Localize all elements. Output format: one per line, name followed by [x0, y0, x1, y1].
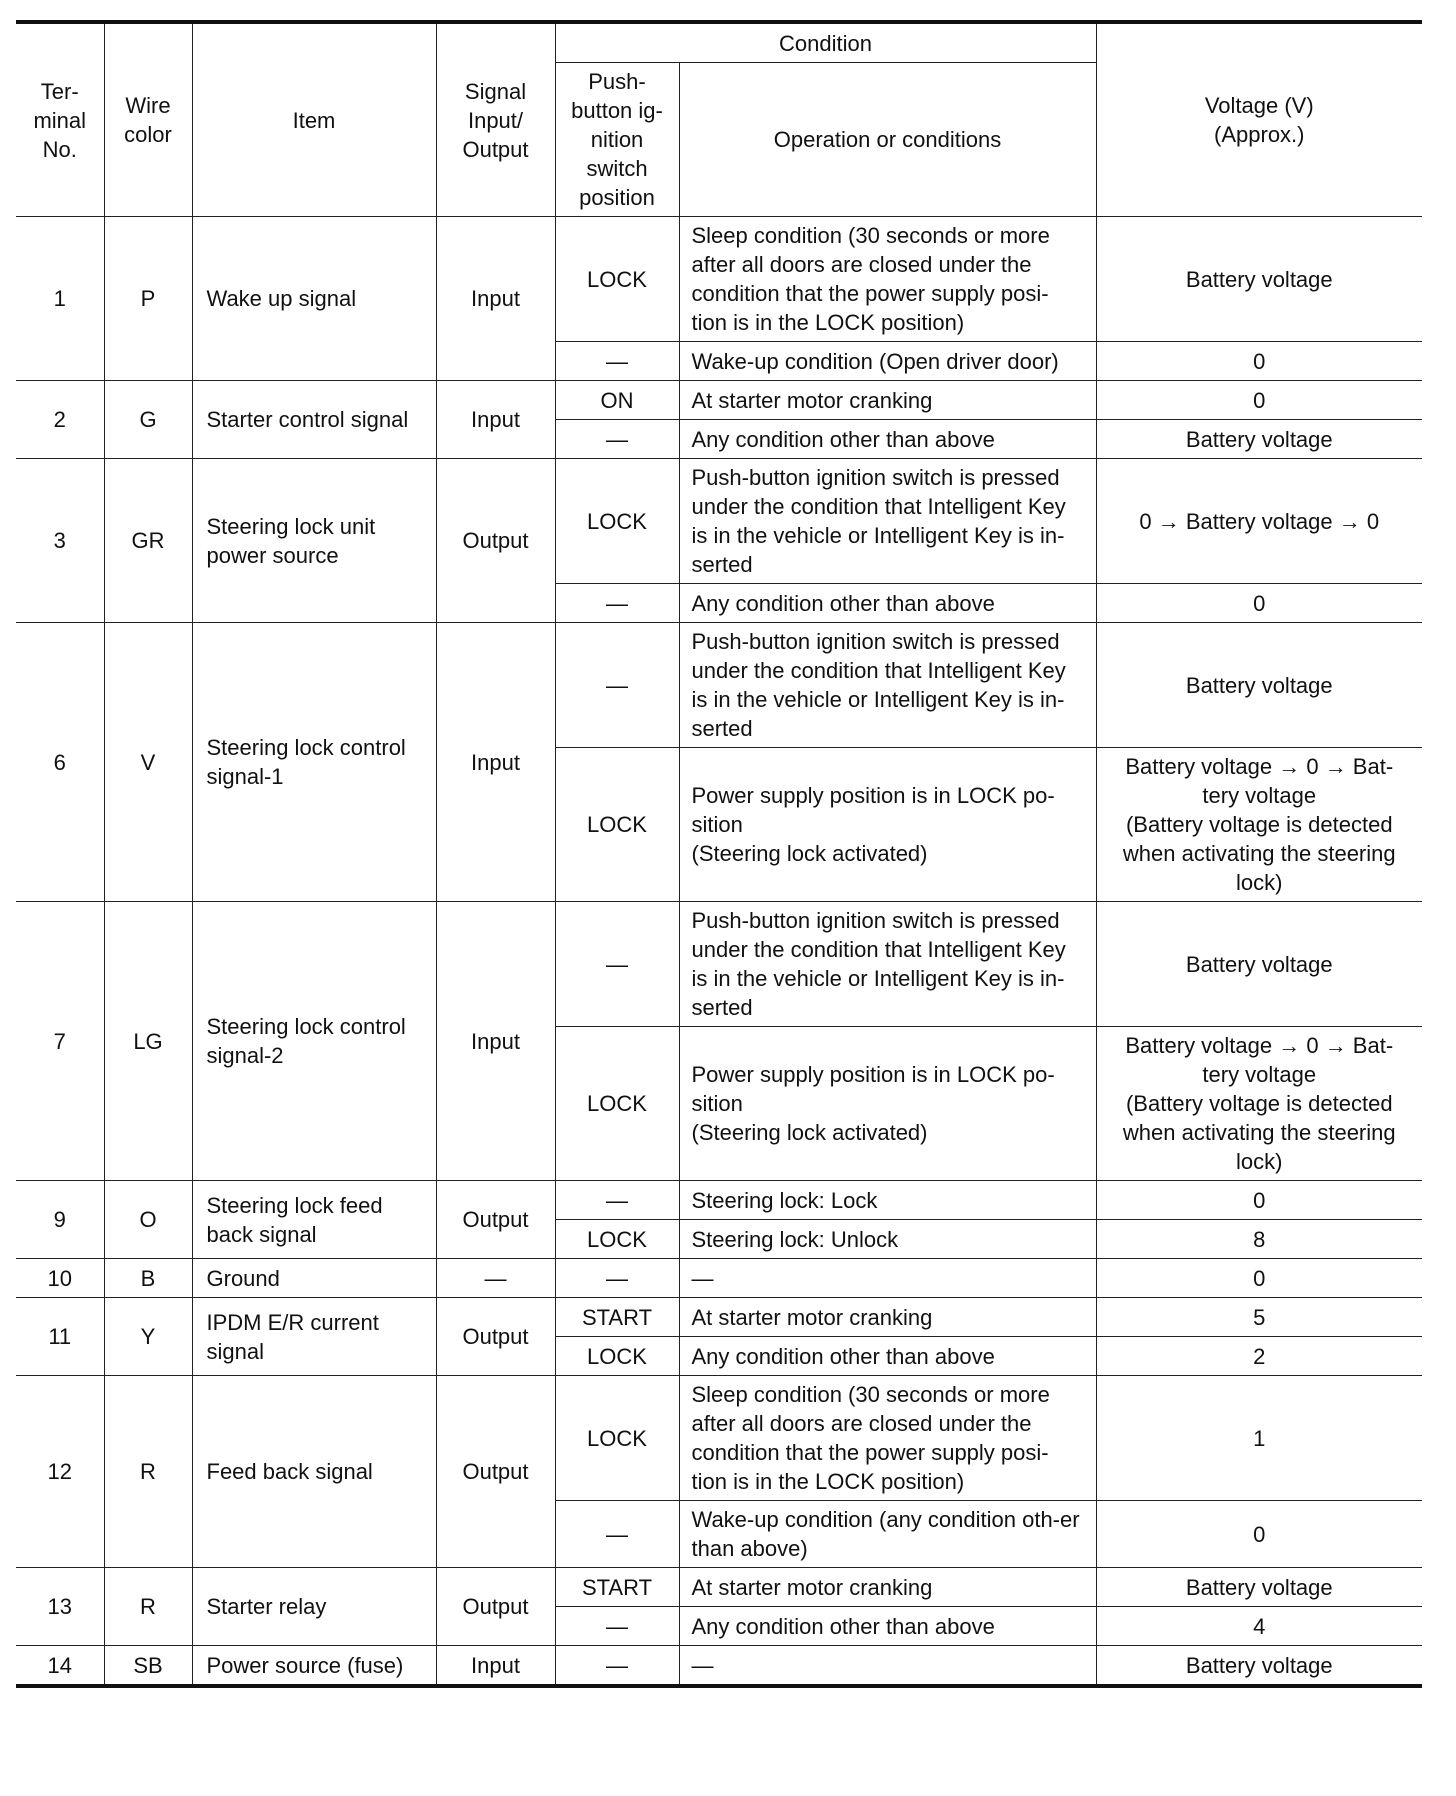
table-row: [16, 1646, 1422, 1687]
wire-color-cell: R: [104, 1376, 192, 1568]
terminal-no-cell: 12: [16, 1376, 104, 1568]
operation-cell: At starter motor cranking: [679, 1298, 1096, 1337]
voltage-cell: 0: [1096, 1181, 1422, 1220]
operation-cell: Steering lock: Unlock: [679, 1220, 1096, 1259]
signal-io-cell: Output: [436, 459, 555, 623]
terminal-no-cell: 6: [16, 623, 104, 902]
terminal-no-cell: 9: [16, 1181, 104, 1259]
header-condition: Condition: [555, 22, 1096, 63]
ignition-position-cell: —: [555, 1646, 679, 1687]
signal-io-cell: Input: [436, 1646, 555, 1687]
item-cell: Steering lock feed back signal: [192, 1181, 436, 1259]
item-cell: Wake up signal: [192, 217, 436, 381]
item-cell: IPDM E/R current signal: [192, 1298, 436, 1376]
voltage-cell: Battery voltage: [1096, 902, 1422, 1027]
operation-cell: Any condition other than above: [679, 584, 1096, 623]
wire-color-cell: R: [104, 1568, 192, 1646]
operation-cell: Push-button ignition switch is pressed under the condition that Intelligent Key is in the vehicle or Intelligent Key is in-serted: [679, 623, 1096, 748]
operation-cell: —: [679, 1259, 1096, 1298]
wire-color-cell: V: [104, 623, 192, 902]
wire-color-cell: G: [104, 381, 192, 459]
terminal-no-cell: 13: [16, 1568, 104, 1646]
operation-cell: Any condition other than above: [679, 1337, 1096, 1376]
voltage-cell: Battery voltage: [1096, 420, 1422, 459]
voltage-cell: 0: [1096, 584, 1422, 623]
signal-io-cell: Output: [436, 1376, 555, 1568]
voltage-cell: Battery voltage: [1096, 1646, 1422, 1687]
terminal-no-cell: 1: [16, 217, 104, 381]
table-row: [16, 1568, 1422, 1607]
terminal-no-cell: 3: [16, 459, 104, 623]
ignition-position-cell: LOCK: [555, 1027, 679, 1181]
voltage-cell: 4: [1096, 1607, 1422, 1646]
wire-color-cell: Y: [104, 1298, 192, 1376]
voltage-cell: 0: [1096, 1501, 1422, 1568]
header-item: Item: [192, 22, 436, 217]
operation-cell: Steering lock: Lock: [679, 1181, 1096, 1220]
voltage-cell: 0 → Battery voltage → 0: [1096, 459, 1422, 584]
ignition-position-cell: —: [555, 1181, 679, 1220]
operation-cell: Sleep condition (30 seconds or more after all doors are closed under the condition that the power supply posi-tion is in the LOCK position): [679, 1376, 1096, 1501]
ignition-position-cell: —: [555, 584, 679, 623]
table-row: [16, 902, 1422, 1027]
ignition-position-cell: —: [555, 1607, 679, 1646]
ignition-position-cell: LOCK: [555, 1376, 679, 1501]
voltage-cell: 0: [1096, 381, 1422, 420]
ignition-position-cell: START: [555, 1298, 679, 1337]
item-cell: Starter relay: [192, 1568, 436, 1646]
voltage-cell: Battery voltage: [1096, 1568, 1422, 1607]
header-push-button-position: Push- button ig- nition switch position: [555, 63, 679, 217]
item-cell: Steering lock control signal-1: [192, 623, 436, 902]
wire-color-cell: SB: [104, 1646, 192, 1687]
header-wire-color: Wire color: [104, 22, 192, 217]
table-row: [16, 1181, 1422, 1220]
signal-io-cell: Input: [436, 217, 555, 381]
signal-io-cell: Output: [436, 1181, 555, 1259]
terminal-no-cell: 11: [16, 1298, 104, 1376]
voltage-cell: 1: [1096, 1376, 1422, 1501]
voltage-cell: Battery voltage: [1096, 217, 1422, 342]
ignition-position-cell: —: [555, 1501, 679, 1568]
wire-color-cell: B: [104, 1259, 192, 1298]
table-row: [16, 623, 1422, 748]
header-row: [16, 22, 1422, 63]
header-signal-io: Signal Input/ Output: [436, 22, 555, 217]
table-body: [16, 217, 1422, 1687]
ignition-position-cell: —: [555, 1259, 679, 1298]
voltage-cell: 0: [1096, 1259, 1422, 1298]
ignition-position-cell: ON: [555, 381, 679, 420]
signal-io-cell: Input: [436, 381, 555, 459]
operation-cell: At starter motor cranking: [679, 1568, 1096, 1607]
table-row: [16, 459, 1422, 584]
operation-cell: At starter motor cranking: [679, 381, 1096, 420]
terminal-no-cell: 2: [16, 381, 104, 459]
voltage-cell: 2: [1096, 1337, 1422, 1376]
operation-cell: Any condition other than above: [679, 420, 1096, 459]
signal-io-cell: Input: [436, 902, 555, 1181]
wire-color-cell: LG: [104, 902, 192, 1181]
ignition-position-cell: —: [555, 623, 679, 748]
operation-cell: Power supply position is in LOCK po-sition (Steering lock activated): [679, 748, 1096, 902]
table-row: [16, 217, 1422, 342]
ignition-position-cell: —: [555, 342, 679, 381]
terminal-no-cell: 7: [16, 902, 104, 1181]
voltage-cell: Battery voltage: [1096, 623, 1422, 748]
table-row: [16, 381, 1422, 420]
table-row: [16, 1298, 1422, 1337]
item-cell: Feed back signal: [192, 1376, 436, 1568]
ignition-position-cell: LOCK: [555, 1337, 679, 1376]
item-cell: Starter control signal: [192, 381, 436, 459]
operation-cell: Push-button ignition switch is pressed under the condition that Intelligent Key is in the vehicle or Intelligent Key is in-serted: [679, 459, 1096, 584]
voltage-cell: 8: [1096, 1220, 1422, 1259]
terminal-no-cell: 10: [16, 1259, 104, 1298]
operation-cell: Any condition other than above: [679, 1607, 1096, 1646]
signal-io-cell: Input: [436, 623, 555, 902]
operation-cell: —: [679, 1646, 1096, 1687]
item-cell: Steering lock unit power source: [192, 459, 436, 623]
header-operation: Operation or conditions: [679, 63, 1096, 217]
item-cell: Power source (fuse): [192, 1646, 436, 1687]
voltage-cell: 0: [1096, 342, 1422, 381]
header-terminal-no: Ter- minal No.: [16, 22, 104, 217]
item-cell: Steering lock control signal-2: [192, 902, 436, 1181]
signal-io-cell: Output: [436, 1298, 555, 1376]
ignition-position-cell: LOCK: [555, 1220, 679, 1259]
header-voltage: Voltage (V) (Approx.): [1096, 22, 1422, 217]
voltage-cell: 5: [1096, 1298, 1422, 1337]
table-row: [16, 1376, 1422, 1501]
table-row: [16, 1259, 1422, 1298]
item-cell: Ground: [192, 1259, 436, 1298]
terminal-no-cell: 14: [16, 1646, 104, 1687]
voltage-cell: Battery voltage → 0 → Bat-tery voltage (Battery voltage is detected when activating the steering lock): [1096, 748, 1422, 902]
operation-cell: Wake-up condition (Open driver door): [679, 342, 1096, 381]
ignition-position-cell: LOCK: [555, 748, 679, 902]
operation-cell: Wake-up condition (any condition oth-er than above): [679, 1501, 1096, 1568]
ignition-position-cell: —: [555, 420, 679, 459]
wire-color-cell: P: [104, 217, 192, 381]
operation-cell: Sleep condition (30 seconds or more after all doors are closed under the condition that the power supply posi-tion is in the LOCK position): [679, 217, 1096, 342]
voltage-cell: Battery voltage → 0 → Bat-tery voltage (Battery voltage is detected when activating the steering lock): [1096, 1027, 1422, 1181]
operation-cell: Push-button ignition switch is pressed under the condition that Intelligent Key is in the vehicle or Intelligent Key is in-serted: [679, 902, 1096, 1027]
wire-color-cell: O: [104, 1181, 192, 1259]
ignition-position-cell: START: [555, 1568, 679, 1607]
ignition-position-cell: LOCK: [555, 459, 679, 584]
signal-io-cell: —: [436, 1259, 555, 1298]
wire-color-cell: GR: [104, 459, 192, 623]
table-header: [16, 22, 1422, 217]
ignition-position-cell: LOCK: [555, 217, 679, 342]
operation-cell: Power supply position is in LOCK po-sition (Steering lock activated): [679, 1027, 1096, 1181]
signal-io-cell: Output: [436, 1568, 555, 1646]
terminal-voltage-table: [16, 20, 1422, 1688]
ignition-position-cell: —: [555, 902, 679, 1027]
